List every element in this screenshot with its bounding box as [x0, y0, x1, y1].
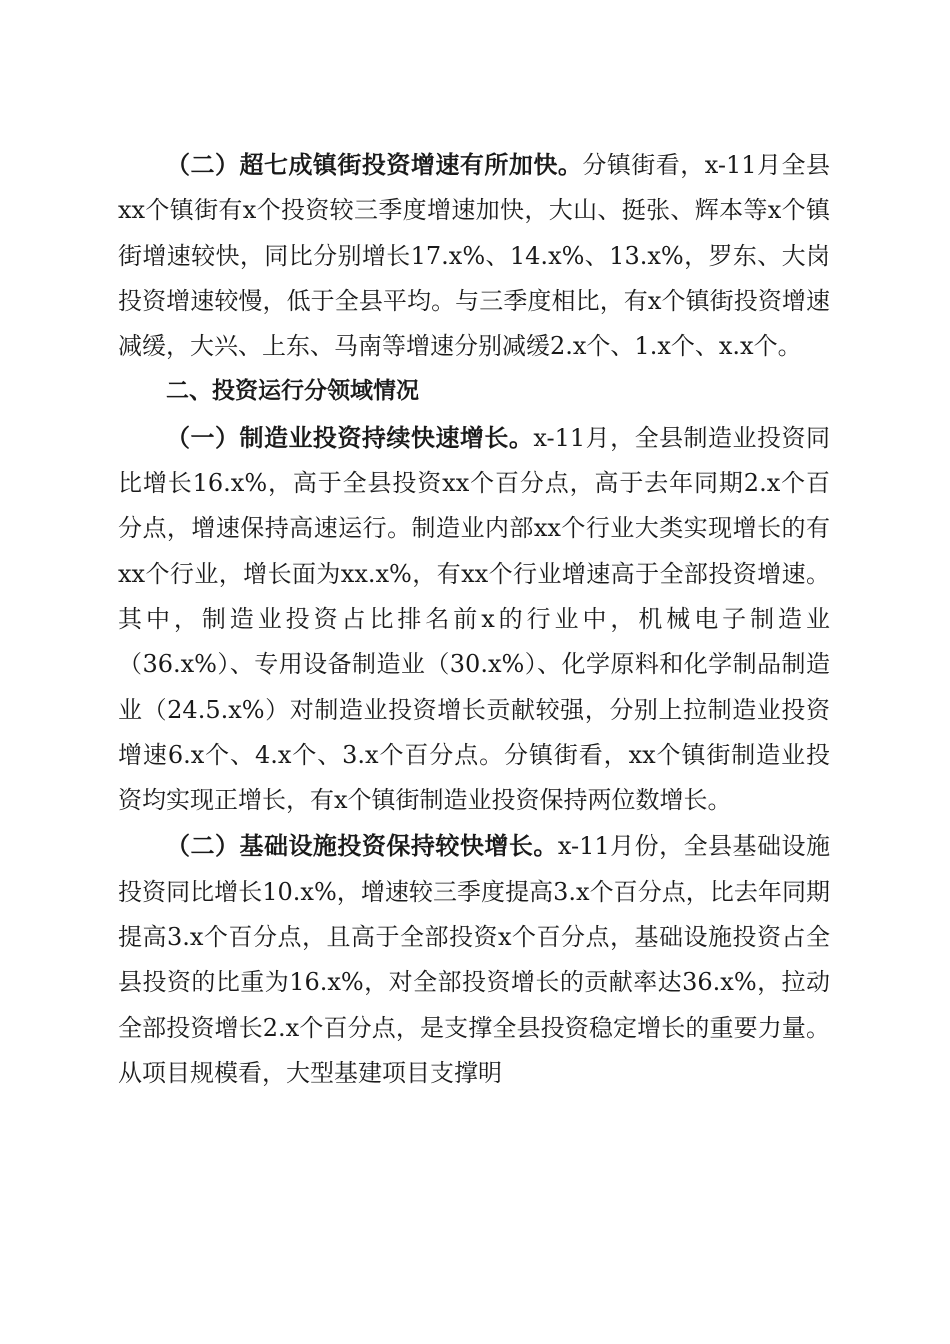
paragraph-text: x-11月，全县制造业投资同比增长16.x%，高于全县投资xx个百分点，高于去年同期2.x个百分点，增速保持高速运行。制造业内部xx个行业大类实现增长的有xx个行业，增长面为xx.x%，有xx个行业增速高于全部投资增速。其中，制造业投资占比排名前x的行业中，机械电子制造业（36.x%）、专用设备制造业（30.x%）、化学原料和化学制品制造业（24.5.x%）对制造业投资增长贡献较强，分别上拉制造业投资增速6.x个、4.x个、3.x个百分点。分镇街看，xx个镇街制造业投资均实现正增长，有x个镇街制造业投资保持两位数增长。 [118, 423, 830, 815]
paragraph-manufacturing-investment [118, 415, 830, 824]
paragraph-township-investment [118, 142, 830, 369]
paragraph-infrastructure-investment [118, 823, 830, 1096]
paragraph-lead: （二）超七成镇街投资增速有所加快。 [166, 150, 583, 179]
document-body [118, 142, 830, 1096]
paragraph-lead: （二）基础设施投资保持较快增长。 [166, 831, 558, 861]
section-heading: 二、投资运行分领域情况 [166, 378, 419, 405]
paragraph-text: 分镇街看，x-11月全县xx个镇街有x个投资较三季度增速加快，大山、挺张、辉本等x个镇街增速较快，同比分别增长17.x%、14.x%、13.x%，罗东、大岗投资增速较慢，低于全县平均。与三季度相比，有x个镇街投资增速减缓，大兴、上东、马南等增速分别减缓2.x个、1.x个、x.x个。 [118, 151, 831, 361]
paragraph-lead: （一）制造业投资持续快速增长。 [166, 422, 534, 452]
paragraph-text: x-11月份，全县基础设施投资同比增长10.x%，增速较三季度提高3.x个百分点，比去年同期提高3.x个百分点，且高于全部投资x个百分点，基础设施投资占全县投资的比重为16.x%，对全部投资增长的贡献率达36.x%，拉动全部投资增长2.x个百分点，是支撑全县投资稳定增长的重要力量。从项目规模看，大型基建项目支撑明 [118, 832, 831, 1087]
